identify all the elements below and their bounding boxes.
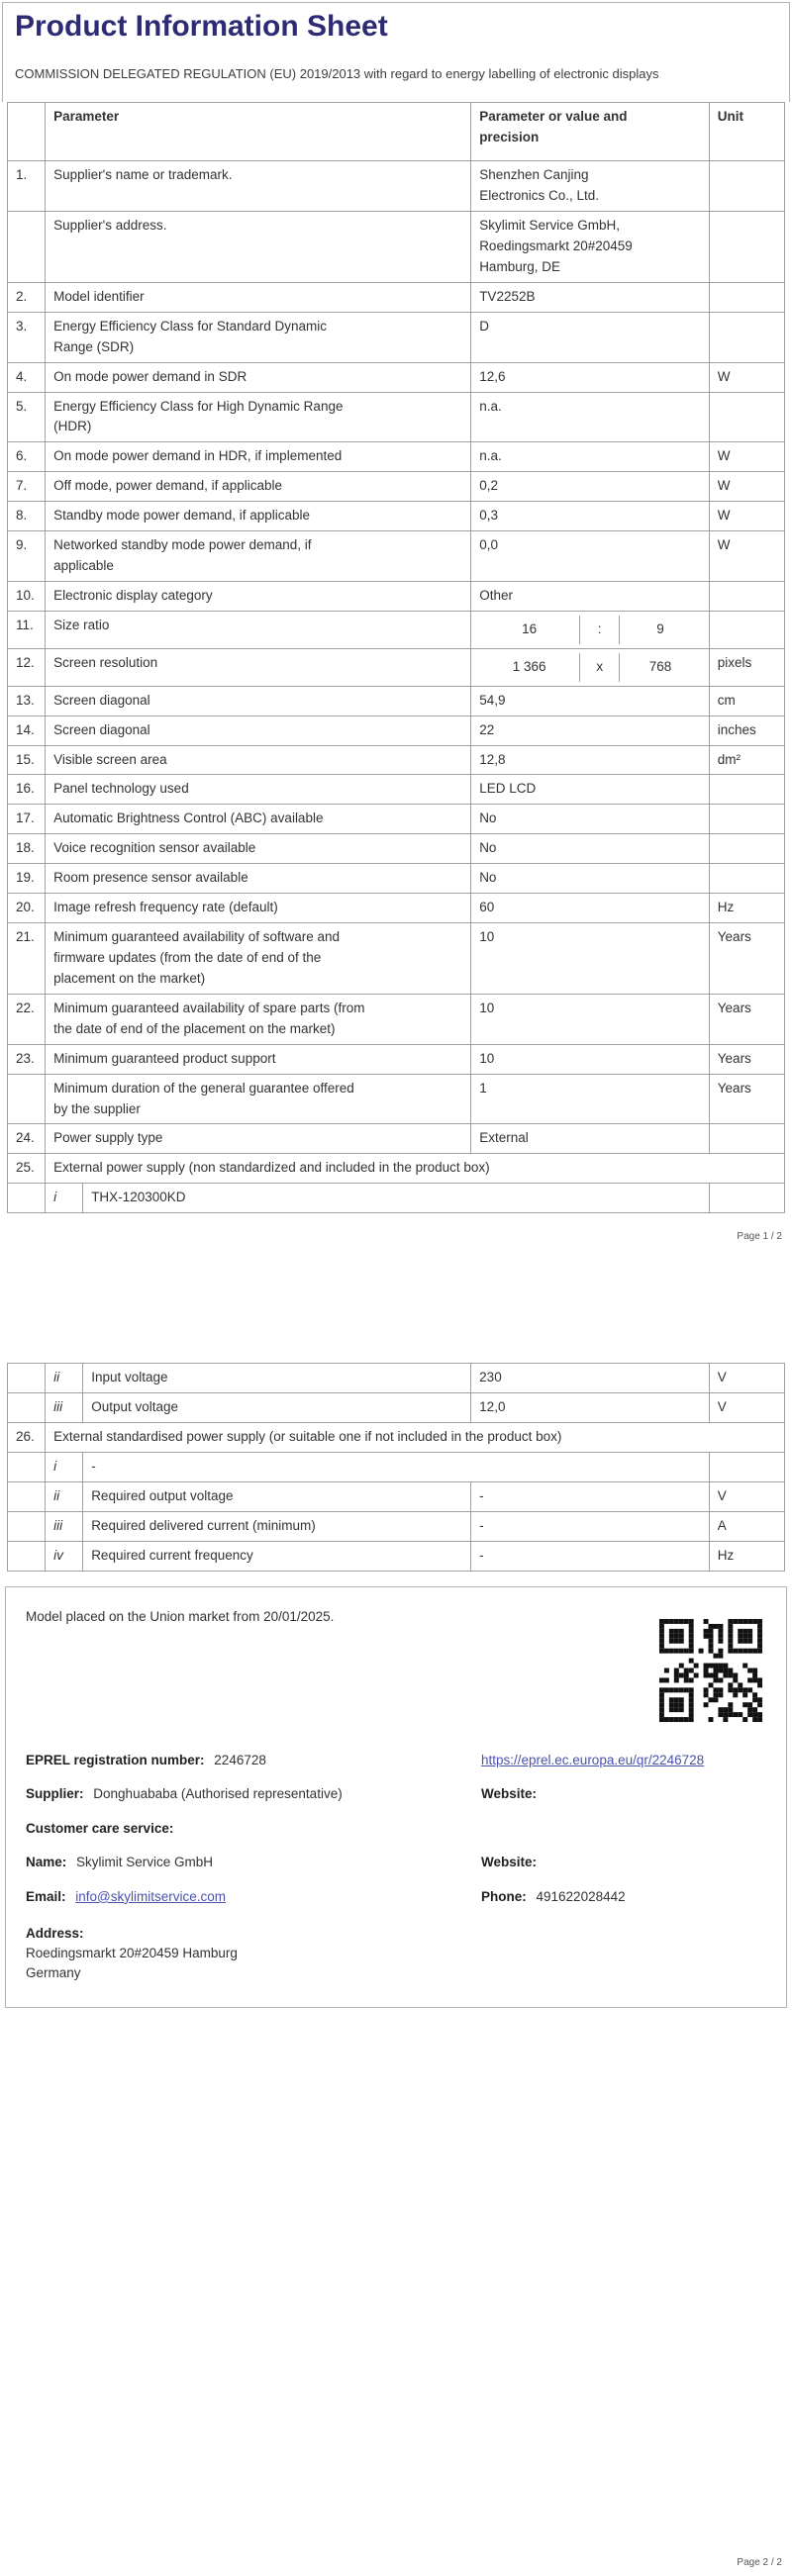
website-label: Website: xyxy=(481,1786,538,1802)
value-cell: No xyxy=(471,834,710,864)
cell-text: Input voltage xyxy=(91,1370,168,1385)
unit-cell xyxy=(709,805,784,834)
row-number: 21. xyxy=(8,923,46,995)
row-number xyxy=(8,1393,46,1423)
parameter-cell xyxy=(46,834,471,864)
value-triple xyxy=(479,653,701,682)
row-number xyxy=(8,212,46,283)
header-value: Parameter or value and precision xyxy=(471,103,710,161)
supplier-label: Supplier: xyxy=(26,1786,84,1802)
value-cell: 22 xyxy=(471,716,710,745)
row-number: 6. xyxy=(8,442,46,472)
cell-text: Automatic Brightness Control (ABC) available xyxy=(53,811,324,826)
cell-text: Minimum guaranteed availability of software and firmware updates (from the date of end of the placement on the market) xyxy=(53,929,340,986)
cell-text: On mode power demand in SDR xyxy=(53,368,248,384)
unit-cell: Years xyxy=(709,1074,784,1124)
value-cell: 0,3 xyxy=(471,502,710,531)
parameter-cell xyxy=(46,1044,471,1074)
cell-text: Image refresh frequency rate (default) xyxy=(53,900,278,915)
unit-cell xyxy=(709,392,784,442)
cell-text: Minimum guaranteed availability of spare parts (from the date of end of the placement on the market) xyxy=(53,1000,365,1036)
unit-cell xyxy=(709,1184,784,1213)
parameter-cell xyxy=(46,282,471,312)
row-number: 25. xyxy=(8,1154,46,1184)
cell-text: External xyxy=(479,1130,529,1146)
website-label-2: Website: xyxy=(481,1855,538,1870)
cell-text: Screen diagonal xyxy=(53,692,150,708)
table-row xyxy=(8,611,785,648)
table-row xyxy=(8,745,785,775)
address-block xyxy=(26,1924,766,1984)
unit-cell xyxy=(709,775,784,805)
cell-text: Networked standby mode power demand, if applicable xyxy=(53,537,312,574)
table-row xyxy=(8,864,785,894)
row-number: 23. xyxy=(8,1044,46,1074)
value-cell xyxy=(471,1124,710,1154)
table-row xyxy=(8,1511,785,1541)
name-value: Skylimit Service GmbH xyxy=(76,1855,214,1870)
row-number: 7. xyxy=(8,472,46,502)
cell-text: Power supply type xyxy=(53,1130,163,1146)
parameter-cell xyxy=(46,648,471,686)
value-cell: 12,8 xyxy=(471,745,710,775)
parameter-cell xyxy=(46,392,471,442)
table-row xyxy=(8,212,785,283)
row-number: 14. xyxy=(8,716,46,745)
table-row xyxy=(8,1044,785,1074)
table-row xyxy=(8,581,785,611)
table-row xyxy=(8,472,785,502)
table-row xyxy=(8,894,785,923)
eprel-number: 2246728 xyxy=(214,1752,266,1767)
supplier-row xyxy=(26,1784,766,1804)
parameter-cell xyxy=(46,472,471,502)
value-cell xyxy=(471,312,710,362)
cell-text: Minimum duration of the general guarantee offered by the supplier xyxy=(53,1080,354,1116)
row-number: 17. xyxy=(8,805,46,834)
parameter-cell xyxy=(46,1124,471,1154)
value-cell: - xyxy=(471,1541,710,1571)
cell-text: TV2252B xyxy=(479,288,536,304)
supplier-value: Donghuababa (Authorised representative) xyxy=(93,1786,343,1802)
table-header-row xyxy=(8,103,785,161)
supplier-info-box xyxy=(5,1586,787,2009)
header-parameter: Parameter xyxy=(46,103,471,161)
unit-cell xyxy=(709,312,784,362)
parameter-cell xyxy=(46,805,471,834)
cell-text: Skylimit Service GmbH, Roedingsmarkt 20#20459 Hamburg, DE xyxy=(479,218,633,274)
unit-cell xyxy=(709,161,784,212)
value-cell: 10 xyxy=(471,994,710,1044)
parameter-cell xyxy=(46,1074,471,1124)
table-row xyxy=(8,1184,785,1213)
table-row xyxy=(8,442,785,472)
customer-care-label: Customer care service: xyxy=(26,1820,174,1836)
table-row xyxy=(8,362,785,392)
cell-text: Required output voltage xyxy=(91,1487,234,1503)
parameter-cell xyxy=(46,531,471,582)
table-row xyxy=(8,834,785,864)
parameter-cell xyxy=(46,775,471,805)
cell-text: Energy Efficiency Class for Standard Dynamic Range (SDR) xyxy=(53,318,327,354)
row-number: 13. xyxy=(8,686,46,716)
cell-text: Required delivered current (minimum) xyxy=(91,1517,316,1533)
roman-index-cell: iii xyxy=(46,1393,83,1423)
parameter-cell xyxy=(83,1364,471,1393)
value-cell xyxy=(471,161,710,212)
phone-value: 491622028442 xyxy=(536,1888,626,1904)
row-number xyxy=(8,1364,46,1393)
value-cell xyxy=(471,282,710,312)
page1-header-box xyxy=(2,2,790,102)
unit-cell: Years xyxy=(709,923,784,995)
product-info-table-page1 xyxy=(7,102,785,1213)
unit-cell: pixels xyxy=(709,648,784,686)
value-cell: LED LCD xyxy=(471,775,710,805)
cell-text: Standby mode power demand, if applicable xyxy=(53,508,311,524)
cell-text: Size ratio xyxy=(53,617,110,632)
page-break-gap xyxy=(0,1242,792,1363)
roman-index-cell: i xyxy=(46,1184,83,1213)
value-part: x xyxy=(580,653,620,682)
email-link[interactable]: info@skylimitservice.com xyxy=(75,1888,227,1904)
unit-cell: dm² xyxy=(709,745,784,775)
row-number xyxy=(8,1541,46,1571)
unit-cell: W xyxy=(709,442,784,472)
unit-cell: inches xyxy=(709,716,784,745)
value-cell: No xyxy=(471,864,710,894)
value-cell: 12,6 xyxy=(471,362,710,392)
cell-text: n.a. xyxy=(479,398,502,414)
roman-index-cell: i xyxy=(46,1453,83,1482)
table-row xyxy=(8,994,785,1044)
value-cell: 54,9 xyxy=(471,686,710,716)
eprel-url-link[interactable]: https://eprel.ec.europa.eu/qr/2246728 xyxy=(481,1752,705,1767)
cell-text: Voice recognition sensor available xyxy=(53,840,256,856)
row-number xyxy=(8,1481,46,1511)
table-row xyxy=(8,686,785,716)
table-row xyxy=(8,282,785,312)
table-row xyxy=(8,1423,785,1453)
row-number: 20. xyxy=(8,894,46,923)
parameter-cell: - xyxy=(83,1453,710,1482)
cell-text: On mode power demand in HDR, if implemented xyxy=(53,448,343,464)
cell-text: Supplier's name or trademark. xyxy=(53,167,233,183)
cell-text: Visible screen area xyxy=(53,751,167,767)
row-number: 1. xyxy=(8,161,46,212)
page2-footer: Page 2 / 2 xyxy=(737,2557,782,2568)
value-part: 16 xyxy=(479,616,580,644)
product-info-table-page2 xyxy=(7,1363,785,1571)
parameter-cell xyxy=(46,611,471,648)
value-cell: n.a. xyxy=(471,442,710,472)
table-row xyxy=(8,1074,785,1124)
row-number: 24. xyxy=(8,1124,46,1154)
value-part: 1 366 xyxy=(479,653,580,682)
cell-text: Output voltage xyxy=(91,1399,178,1415)
unit-cell xyxy=(709,282,784,312)
value-cell: No xyxy=(471,805,710,834)
table-row xyxy=(8,502,785,531)
unit-cell xyxy=(709,212,784,283)
market-placement-note: Model placed on the Union market from 20/01/2025. xyxy=(26,1608,335,1624)
cell-text: Electronic display category xyxy=(53,587,213,603)
table-row xyxy=(8,161,785,212)
row-number: 16. xyxy=(8,775,46,805)
value-triple xyxy=(479,616,701,644)
table-row xyxy=(8,1124,785,1154)
email-label: Email: xyxy=(26,1888,66,1904)
value-cell xyxy=(471,392,710,442)
cell-text: Energy Efficiency Class for High Dynamic Range (HDR) xyxy=(53,398,344,434)
table-row xyxy=(8,923,785,995)
cell-text: Screen diagonal xyxy=(53,721,150,737)
table-row xyxy=(8,775,785,805)
cell-text: Minimum guaranteed product support xyxy=(53,1050,276,1066)
unit-cell: V xyxy=(709,1393,784,1423)
unit-cell: W xyxy=(709,472,784,502)
unit-cell: W xyxy=(709,502,784,531)
unit-cell xyxy=(709,581,784,611)
parameter-cell: THX-120300KD xyxy=(83,1184,710,1213)
value-cell: - xyxy=(471,1481,710,1511)
parameter-cell xyxy=(46,864,471,894)
parameter-cell xyxy=(46,212,471,283)
row-number: 26. xyxy=(8,1423,46,1453)
parameter-cell xyxy=(83,1541,471,1571)
parameter-cell xyxy=(46,745,471,775)
table-row xyxy=(8,1453,785,1482)
cell-text: Model identifier xyxy=(53,288,145,304)
value-cell: 230 xyxy=(471,1364,710,1393)
value-cell: 12,0 xyxy=(471,1393,710,1423)
unit-cell xyxy=(709,611,784,648)
cell-text: Supplier's address. xyxy=(53,218,167,234)
cell-text: Panel technology used xyxy=(53,781,189,797)
value-cell xyxy=(471,212,710,283)
value-cell xyxy=(471,611,710,648)
value-cell: 0,2 xyxy=(471,472,710,502)
value-cell: 10 xyxy=(471,923,710,995)
row-number xyxy=(8,1184,46,1213)
row-number xyxy=(8,1453,46,1482)
parameter-cell xyxy=(83,1511,471,1541)
unit-cell: Hz xyxy=(709,1541,784,1571)
parameter-cell xyxy=(46,581,471,611)
value-cell: 10 xyxy=(471,1044,710,1074)
spanned-parameter-cell: External standardised power supply (or suitable one if not included in the product box) xyxy=(46,1423,785,1453)
table-row xyxy=(8,312,785,362)
address-line-2: Germany xyxy=(26,1965,81,1980)
header-unit: Unit xyxy=(709,103,784,161)
cell-text: Shenzhen Canjing Electronics Co., Ltd. xyxy=(479,167,599,204)
table-row xyxy=(8,1481,785,1511)
value-part: 9 xyxy=(656,620,664,636)
parameter-cell xyxy=(46,994,471,1044)
value-cell: 60 xyxy=(471,894,710,923)
roman-index-cell: ii xyxy=(46,1481,83,1511)
unit-cell xyxy=(709,834,784,864)
qr-code-icon xyxy=(655,1615,766,1726)
table-row xyxy=(8,1541,785,1571)
row-number xyxy=(8,1074,46,1124)
unit-cell: V xyxy=(709,1364,784,1393)
parameter-cell xyxy=(46,716,471,745)
parameter-cell xyxy=(46,502,471,531)
row-number: 10. xyxy=(8,581,46,611)
phone-label: Phone: xyxy=(481,1888,527,1904)
row-number: 5. xyxy=(8,392,46,442)
unit-cell: Years xyxy=(709,1044,784,1074)
cell-text: D xyxy=(479,318,489,334)
address-line-1: Roedingsmarkt 20#20459 Hamburg xyxy=(26,1945,238,1960)
table-row xyxy=(8,1364,785,1393)
parameter-cell xyxy=(46,894,471,923)
table-row xyxy=(8,716,785,745)
table-row xyxy=(8,805,785,834)
value-cell: - xyxy=(471,1511,710,1541)
page-title: Product Information Sheet xyxy=(15,10,388,43)
cell-text: Required current frequency xyxy=(91,1547,253,1563)
value-cell: 0,0 xyxy=(471,531,710,582)
page1-footer: Page 1 / 2 xyxy=(737,1231,782,1243)
unit-cell: W xyxy=(709,362,784,392)
unit-cell xyxy=(709,864,784,894)
cell-text: Screen resolution xyxy=(53,654,158,670)
unit-cell: Years xyxy=(709,994,784,1044)
roman-index-cell: iii xyxy=(46,1511,83,1541)
eprel-label: EPREL registration number: xyxy=(26,1752,205,1767)
value-cell xyxy=(471,648,710,686)
row-number: 15. xyxy=(8,745,46,775)
row-number: 4. xyxy=(8,362,46,392)
customer-care-row xyxy=(26,1819,766,1839)
row-number: 19. xyxy=(8,864,46,894)
value-cell: 1 xyxy=(471,1074,710,1124)
name-label: Name: xyxy=(26,1855,67,1870)
table-row xyxy=(8,531,785,582)
parameter-cell xyxy=(83,1393,471,1423)
row-number: 8. xyxy=(8,502,46,531)
care-name-row xyxy=(26,1853,766,1872)
spanned-parameter-cell: External power supply (non standardized and included in the product box) xyxy=(46,1154,785,1184)
row-number: 18. xyxy=(8,834,46,864)
table-row xyxy=(8,1393,785,1423)
row-number: 9. xyxy=(8,531,46,582)
unit-cell: W xyxy=(709,531,784,582)
eprel-row xyxy=(26,1751,766,1770)
table-row xyxy=(8,648,785,686)
regulation-subtitle: COMMISSION DELEGATED REGULATION (EU) 2019/2013 with regard to energy labelling of electronic displays xyxy=(15,65,659,81)
row-number: 11. xyxy=(8,611,46,648)
row-number: 2. xyxy=(8,282,46,312)
value-cell: Other xyxy=(471,581,710,611)
parameter-cell xyxy=(46,161,471,212)
email-phone-row xyxy=(26,1887,766,1907)
row-number: 22. xyxy=(8,994,46,1044)
unit-cell xyxy=(709,1124,784,1154)
parameter-cell xyxy=(46,442,471,472)
roman-index-cell: iv xyxy=(46,1541,83,1571)
parameter-cell xyxy=(83,1481,471,1511)
address-label: Address: xyxy=(26,1925,84,1941)
parameter-cell xyxy=(46,686,471,716)
value-part: : xyxy=(580,616,620,644)
parameter-cell xyxy=(46,923,471,995)
table-row xyxy=(8,1154,785,1184)
table-row xyxy=(8,392,785,442)
roman-index-cell: ii xyxy=(46,1364,83,1393)
cell-text: Room presence sensor available xyxy=(53,870,248,886)
row-number xyxy=(8,1511,46,1541)
unit-cell xyxy=(709,1453,784,1482)
cell-text: Off mode, power demand, if applicable xyxy=(53,478,282,494)
row-number: 3. xyxy=(8,312,46,362)
value-part: 768 xyxy=(648,658,672,674)
unit-cell: A xyxy=(709,1511,784,1541)
unit-cell: cm xyxy=(709,686,784,716)
parameter-cell xyxy=(46,312,471,362)
header-number-cell xyxy=(8,103,46,161)
row-number: 12. xyxy=(8,648,46,686)
unit-cell: V xyxy=(709,1481,784,1511)
unit-cell: Hz xyxy=(709,894,784,923)
parameter-cell xyxy=(46,362,471,392)
